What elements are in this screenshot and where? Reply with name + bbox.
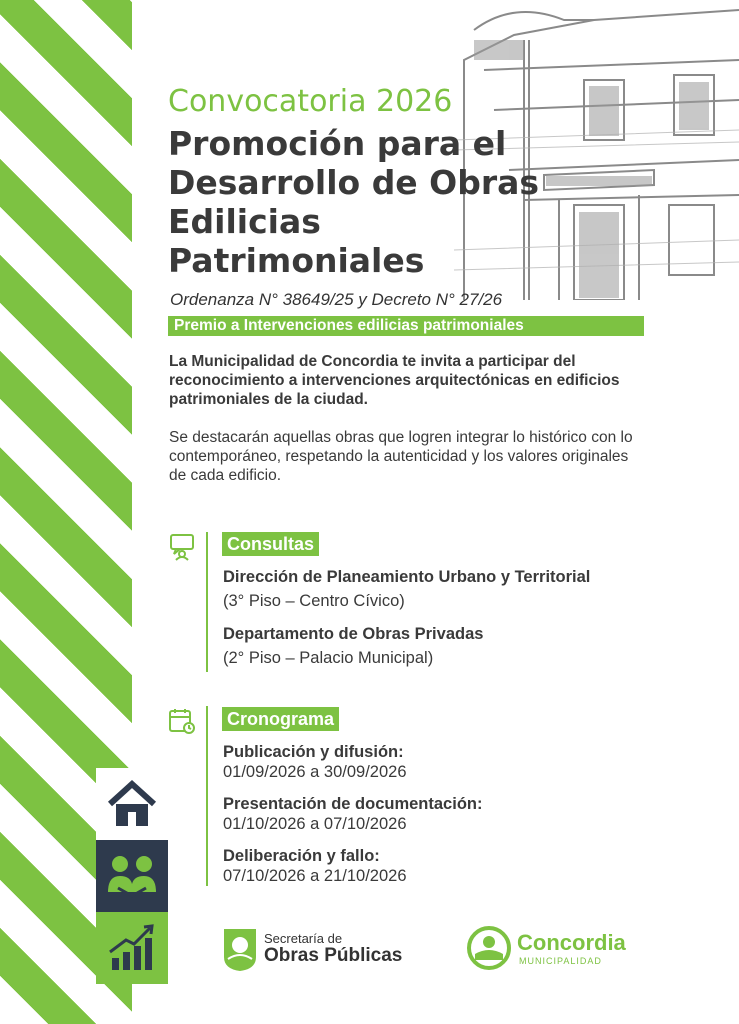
consulta-entry-location: (3° Piso – Centro Cívico) [223,592,405,610]
concordia-subtitle: MUNICIPALIDAD [519,956,602,966]
concordia-logo [465,922,665,974]
people-box [96,840,168,912]
cronograma-divider [206,706,208,886]
cronograma-entry-name: Publicación y difusión: [223,743,404,761]
cronograma-entry-dates: 07/10/2026 a 21/10/2026 [223,867,407,885]
cronograma-entry-dates: 01/10/2026 a 07/10/2026 [223,815,407,833]
page-title: Promoción para el Desarrollo de Obras Edilicias Patrimoniales [168,124,540,280]
cronograma-label: Cronograma [222,707,339,731]
ordinance-text: Ordenanza N° 38649/25 y Decreto N° 27/26 [170,290,503,309]
consulta-entry-name: Dirección de Planeamiento Urbano y Territorial [223,568,591,586]
concordia-name: Concordia [517,930,626,955]
award-banner: Premio a Intervenciones edilicias patrimoniales [168,316,644,336]
concordia-emblem-icon [465,924,513,972]
cronograma-entry-dates: 01/09/2026 a 30/09/2026 [223,763,407,781]
growth-chart-icon [96,912,168,984]
house-icon [96,768,168,840]
secretaria-line1: Secretaría de [264,931,343,946]
calendar-icon [168,707,196,735]
consulta-entry-name: Departamento de Obras Privadas [223,625,484,643]
cronograma-entry-name: Presentación de documentación: [223,795,483,813]
secretaria-logo [222,925,432,973]
people-icon [96,840,168,912]
secretaria-line2: Obras Públicas [264,945,403,966]
consultas-divider [206,532,208,672]
secretaria-emblem-icon [222,927,258,971]
growth-box [96,912,168,984]
convocatoria-title: Convocatoria 2026 [168,84,453,119]
consultation-icon [168,533,196,561]
intro-text: La Municipalidad de Concordia te invita a participar del reconocimiento a intervenciones arquitectónicas en edificios patrimoniales de la ciudad. [169,353,620,408]
house-box [96,768,168,840]
description-text: Se destacarán aquellas obras que logren integrar lo histórico con lo contemporáneo, respetando la autenticidad y los valores originales de cada edificio. [169,429,633,484]
consulta-entry-location: (2° Piso – Palacio Municipal) [223,649,434,667]
consultas-label: Consultas [222,532,319,556]
cronograma-entry-name: Deliberación y fallo: [223,847,380,865]
